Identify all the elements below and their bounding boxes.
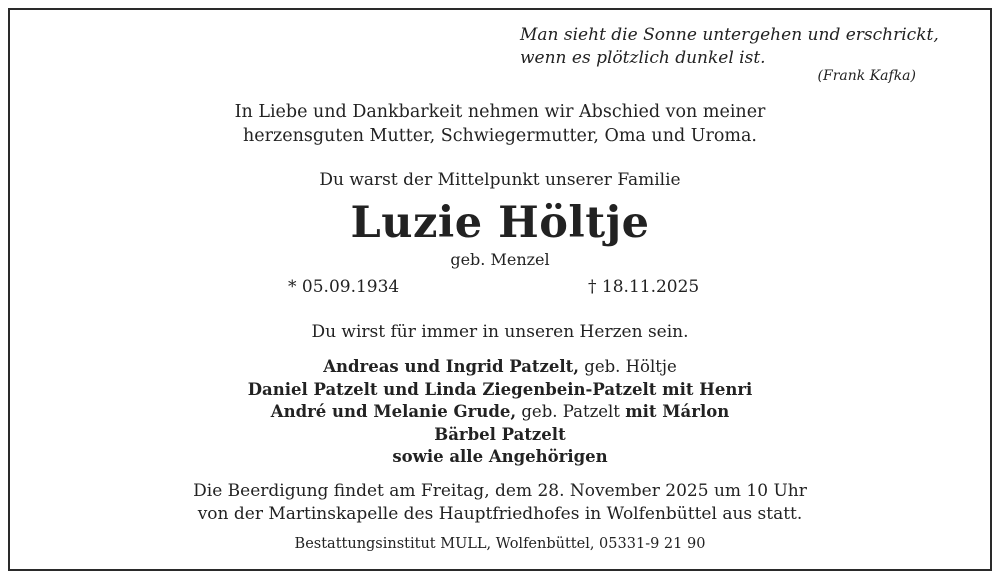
mourners-list	[0, 356, 1000, 469]
kafka-quote	[520, 24, 939, 70]
sentiment-line: Du wirst für immer in unseren Herzen sein.	[311, 322, 689, 342]
mourner-line: sowie alle Angehörigen	[392, 447, 608, 466]
quote-author: (Frank Kafka)	[817, 68, 916, 84]
undertaker-info: Bestattungsinstitut MULL, Wolfenbüttel, 05331-9 21 90	[294, 536, 706, 552]
funeral-details	[0, 480, 1000, 525]
birth-name: geb. Menzel	[450, 250, 550, 269]
quote-line-2: wenn es plötzlich dunkel ist.	[520, 48, 766, 68]
intro-text	[0, 100, 1000, 148]
funeral-line-2: von der Martinskapelle des Hauptfriedhofes in Wolfenbüttel aus statt.	[197, 503, 803, 524]
family-center-line: Du warst der Mittelpunkt unserer Familie	[319, 170, 681, 190]
mourner-line: Bärbel Patzelt	[434, 424, 566, 444]
mourner-line: André und Melanie Grude, geb. Patzelt mit Márlon	[270, 402, 730, 421]
funeral-line-1: Die Beerdigung findet am Freitag, dem 28. November 2025 um 10 Uhr	[193, 481, 807, 501]
mourner-line: Daniel Patzelt und Linda Ziegenbein-Patzelt mit Henri	[247, 379, 753, 399]
intro-line-2: herzensguten Mutter, Schwiegermutter, Oma und Uroma.	[243, 126, 757, 146]
mourner-line: Andreas und Ingrid Patzelt, geb. Höltje	[323, 357, 677, 376]
quote-line-1: Man sieht die Sonne untergehen und erschrickt,	[520, 25, 939, 45]
deceased-name: Luzie Höltje	[350, 198, 650, 248]
intro-line-1: In Liebe und Dankbarkeit nehmen wir Abschied von meiner	[234, 102, 766, 122]
birth-date: * 05.09.1934	[288, 277, 400, 297]
death-date: † 18.11.2025	[588, 277, 700, 297]
